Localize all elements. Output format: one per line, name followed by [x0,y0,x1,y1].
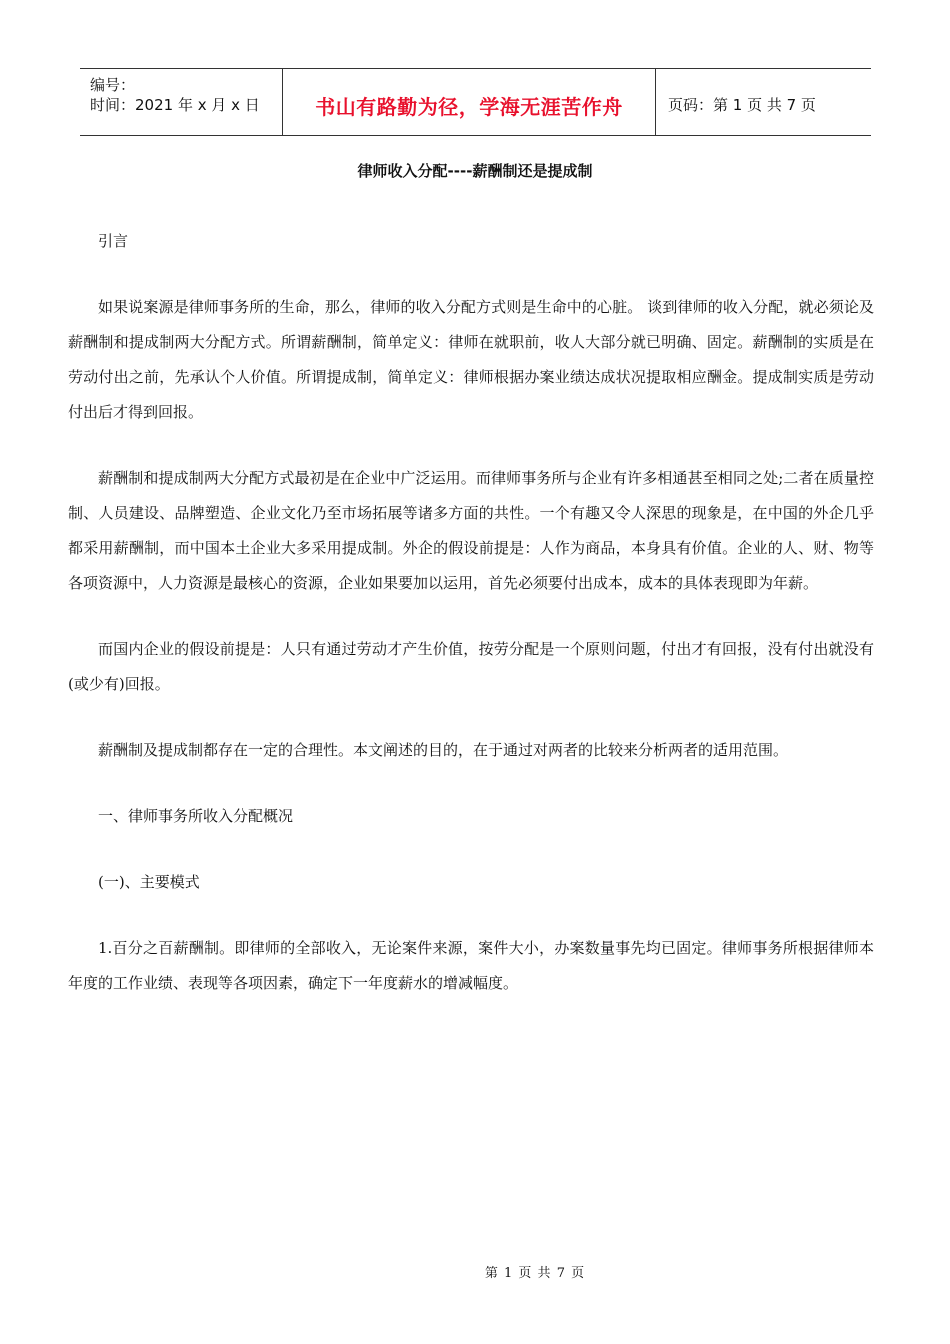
paragraph: 1.百分之百薪酬制。即律师的全部收入，无论案件来源，案件大小，办案数量事先均已固定。律师事务所根据律师本年度的工作业绩、表现等各项因素，确定下一年度薪水的增减幅度。 [68,939,874,992]
document-title: 律师收入分配----薪酬制还是提成制 [357,162,593,180]
page-footer: 第 1 页 共 7 页 [484,1266,586,1281]
motto: 书山有路勤为径，学海无涯苦作舟 [315,94,623,119]
paragraph: 薪酬制及提成制都存在一定的合理性。本文阐述的目的，在于通过对两者的比较来分析两者的适用范围。 [98,741,789,759]
header-motto-cell [282,69,656,135]
paragraph: 薪酬制和提成制两大分配方式最初是在企业中广泛运用。而律师事务所与企业有许多相通甚至相同之处;二者在质量控制、人员建设、品牌塑造、企业文化乃至市场拓展等诸多方面的共性。一个有趣又令人深思的现象是，在中国的外企几乎都采用薪酬制，而中国本土企业大多采用提成制。外企的假设前提是：人作为商品，本身具有价值。企业的人、财、物等各项资源中，人力资源是最核心的资源，企业如果要加以运用，首先必须要付出成本，成本的具体表现即为年薪。 [68,469,874,592]
date-label: 时间：2021 年 x 月 x 日 [90,96,260,114]
header-info-cell [80,69,282,135]
header-page-cell [656,69,871,135]
header-table [80,68,871,136]
page-label: 页码：第 1 页 共 7 页 [668,95,816,114]
number-label: 编号： [90,76,136,94]
paragraph-intro-heading: 引言 [98,232,129,250]
document-body [68,224,874,1032]
subsection-heading: (一)、主要模式 [98,873,200,891]
paragraph: 而国内企业的假设前提是：人只有通过劳动才产生价值，按劳分配是一个原则问题，付出才有回报，没有付出就没有(或少有)回报。 [68,640,874,693]
section-heading: 一、律师事务所收入分配概况 [98,807,294,825]
paragraph: 如果说案源是律师事务所的生命，那么，律师的收入分配方式则是生命中的心脏。 谈到律师的收入分配，就必须论及薪酬制和提成制两大分配方式。所谓薪酬制，简单定义：律师在就职前，收人大部分就已明确、固定。薪酬制的实质是在劳动付出之前，先承认个人价值。所谓提成制，简单定义：律师根据办案业绩达成状况提取相应酬金。提成制实质是劳动付出后才得到回报。 [68,298,874,421]
